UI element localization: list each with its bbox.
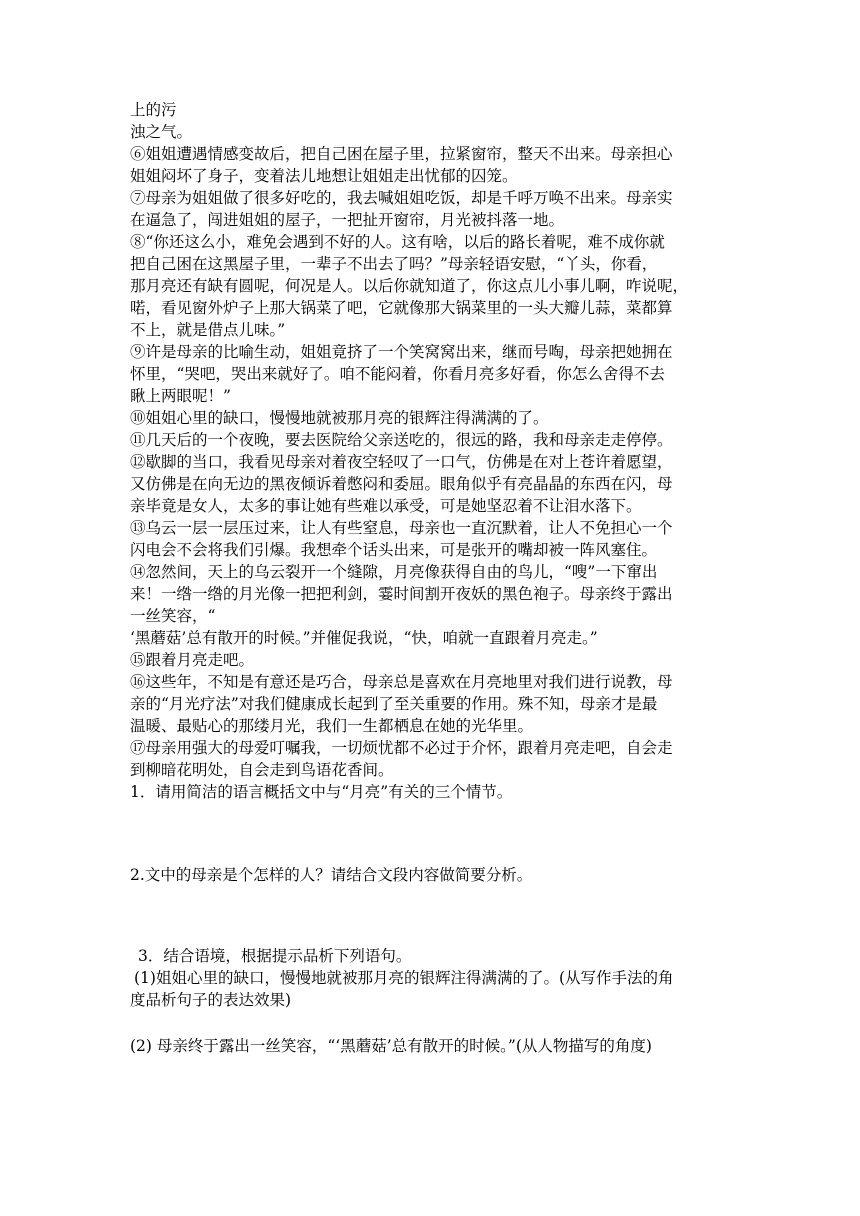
passage-line: 在逼急了，闯进姐姐的屋子，一把扯开窗帘，月光被抖落一地。 bbox=[130, 211, 565, 229]
passage-line: 一丝笑容，“ bbox=[130, 607, 216, 625]
passage-line: ⑯这些年，不知是有意还是巧合，母亲总是喜欢在月亮地里对我们进行说教，母 bbox=[130, 673, 673, 691]
passage-line: 上的污 bbox=[130, 101, 177, 119]
question-3-1-line-2: 度品析句子的表达效果) bbox=[130, 991, 292, 1009]
passage-line: 闪电会不会将我们引爆。我想牵个话头出来，可是张开的嘴却被一阵风塞住。 bbox=[130, 541, 658, 559]
passage-line: ⑧“你还这么小，难免会遇到不好的人。这有啥，以后的路长着呢，难不成你就 bbox=[130, 233, 665, 251]
passage-line: 来！一绺一绺的月光像一把把利剑，霎时间割开夜妖的黑色袍子。母亲终于露出 bbox=[130, 585, 673, 603]
passage bbox=[130, 99, 735, 781]
passage-line: 喏，看见窗外炉子上那大锅菜了吧，它就像那大锅菜里的一头大瓣儿蒜，菜都算 bbox=[130, 299, 673, 317]
passage-line: 怀里，“哭吧，哭出来就好了。咱不能闷着，你看月亮多好看，你怎么舍得不去 bbox=[130, 365, 665, 383]
passage-line: ⑪几天后的一个夜晚，要去医院给父亲送吃的，很远的路，我和母亲走走停停。 bbox=[130, 431, 673, 449]
passage-line: 姐姐闷坏了身子，变着法儿地想让姐姐走出忧郁的囚笼。 bbox=[130, 167, 518, 185]
passage-line: 又仿佛是在向无边的黑夜倾诉着憋闷和委屈。眼角似乎有亮晶晶的东西在闪，母 bbox=[130, 475, 673, 493]
passage-line: ⑦母亲为姐姐做了很多好吃的，我去喊姐姐吃饭，却是千呼万唤不出来。母亲实 bbox=[130, 189, 673, 207]
document-page bbox=[130, 99, 735, 1057]
passage-line: 亲的“月光疗法”对我们健康成长起到了至关重要的作用。殊不知，母亲才是最 bbox=[130, 695, 658, 713]
passage-line: 浊之气。 bbox=[130, 123, 193, 141]
question-3-1-line-1: (1)姐姐心里的缺口，慢慢地就被那月亮的银辉注得满满的了。(从写作手法的角 bbox=[134, 969, 674, 987]
passage-line: 瞅上两眼呢！” bbox=[130, 387, 231, 405]
passage-line: 到柳暗花明处，自会走到鸟语花香间。 bbox=[130, 761, 394, 779]
passage-line: ⑥姐姐遭遇情感变故后，把自己困在屋子里，拉紧窗帘，整天不出来。母亲担心 bbox=[130, 145, 673, 163]
question-2: 2.文中的母亲是个怎样的人？请结合文段内容做简要分析。 bbox=[130, 866, 533, 884]
question-3: 3．结合语境，根据提示品析下列语句。 bbox=[138, 947, 412, 965]
question-1: 1．请用简洁的语言概括文中与“月亮”有关的三个情节。 bbox=[130, 783, 513, 801]
passage-line: 亲毕竟是女人，太多的事让她有些难以承受，可是她坚忍着不让泪水落下。 bbox=[130, 497, 642, 515]
passage-line: 不上，就是借点儿味。” bbox=[130, 321, 286, 339]
question-3-2: (2) 母亲终于露出一丝笑容，“‘黑蘑菇’总有散开的时候。”(从人物描写的角度) bbox=[130, 1037, 652, 1055]
passage-line: ⑬乌云一层一层压过来，让人有些窒息，母亲也一直沉默着，让人不免担心一个 bbox=[130, 519, 673, 537]
passage-line: ‘黑蘑菇’总有散开的时候。”并催促我说，“快，咱就一直跟着月亮走。” bbox=[130, 629, 598, 647]
passage-line: 温暖、最贴心的那缕月光，我们一生都栖息在她的光华里。 bbox=[130, 717, 534, 735]
passage-line: ⑭忽然间，天上的乌云裂开一个缝隙，月亮像获得自由的鸟儿，“嗖”一下窜出 bbox=[130, 563, 658, 581]
passage-line: ⑮跟着月亮走吧。 bbox=[130, 651, 255, 669]
passage-line: ⑨许是母亲的比喻生动，姐姐竟挤了一个笑窝窝出来，继而号啕，母亲把她拥在 bbox=[130, 343, 673, 361]
passage-line: ⑰母亲用强大的母爱叮嘱我，一切烦忧都不必过于介怀，跟着月亮走吧，自会走 bbox=[130, 739, 673, 757]
passage-line: ⑩姐姐心里的缺口，慢慢地就被那月亮的银辉注得满满的了。 bbox=[130, 409, 549, 427]
passage-line: ⑫歇脚的当口，我看见母亲对着夜空轻叹了一口气，仿佛是在对上苍许着愿望， bbox=[130, 453, 673, 471]
passage-line: 那月亮还有缺有圆呢，何况是人。以后你就知道了，你这点儿小事儿啊，咋说呢， bbox=[130, 277, 689, 295]
passage-line: 把自己困在这黑屋子里，一辈子不出去了吗？”母亲轻语安慰，“丫头，你看， bbox=[130, 255, 658, 273]
